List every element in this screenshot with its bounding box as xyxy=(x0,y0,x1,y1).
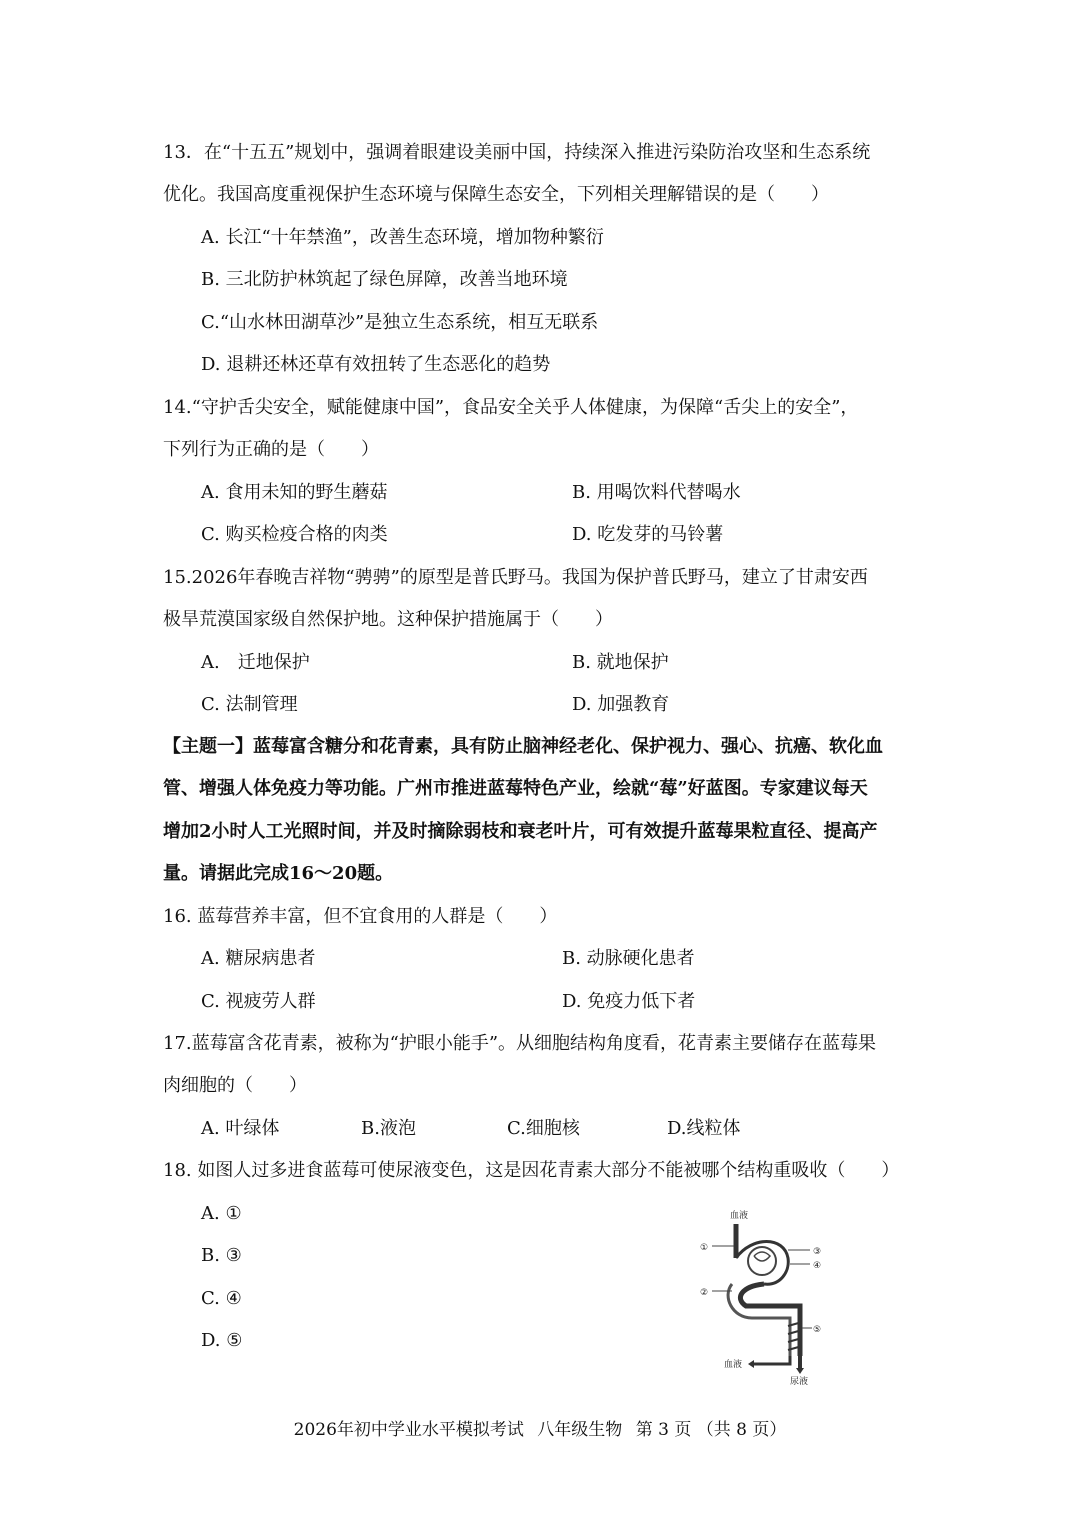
q17-stem-line1: 17.蓝莓富含花青素，被称为“护眼小能手”。从细胞结构角度看，花青素主要储存在蓝莓果 xyxy=(163,1033,877,1054)
diagram-label-urine: 尿液 xyxy=(790,1377,809,1387)
q14-stem-line2: 下列行为正确的是（ ） xyxy=(163,439,379,460)
q18-option-d: D. ⑤ xyxy=(201,1330,243,1351)
q14-option-a: A. 食用未知的野生蘑菇 xyxy=(201,482,388,503)
q13-stem-line2: 优化。我国高度重视保护生态环境与保障生态安全，下列相关理解错误的是（ ） xyxy=(163,184,829,205)
q17-option-c: C.细胞核 xyxy=(507,1118,580,1139)
diagram-label-blood-bottom: 血液 xyxy=(724,1360,743,1370)
diagram-label-3: ③ xyxy=(813,1247,822,1257)
q13-stem-line1: 13．在“十五五”规划中，强调着眼建设美丽中国，持续深入推进污染防治攻坚和生态系统 xyxy=(163,142,871,163)
q17-option-a: A. 叶绿体 xyxy=(201,1118,280,1139)
q14-option-b: B. 用喝饮料代替喝水 xyxy=(572,482,741,503)
nephron-diagram xyxy=(692,1206,832,1387)
diagram-label-4: ④ xyxy=(813,1261,822,1271)
urine-arrow-icon xyxy=(796,1368,804,1374)
footer-exam-title: 2026年初中学业水平模拟考试 xyxy=(293,1420,524,1440)
q16-option-d: D. 免疫力低下者 xyxy=(562,991,696,1012)
diagram-label-blood-top: 血液 xyxy=(730,1211,749,1221)
theme-line2: 管、增强人体免疫力等功能。广州市推进蓝莓特色产业，绘就“莓”好蓝图。专家建议每天 xyxy=(163,778,868,799)
q15-option-c: C. 法制管理 xyxy=(201,694,298,715)
footer-subject: 八年级生物 xyxy=(537,1420,623,1440)
q14-option-d: D. 吃发芽的马铃薯 xyxy=(572,524,724,545)
q18-stem: 18. 如图人过多进食蓝莓可使尿液变色，这是因花青素大部分不能被哪个结构重吸收（ ） xyxy=(163,1160,900,1181)
blood-outflow xyxy=(754,1356,790,1364)
diagram-label-2: ② xyxy=(700,1288,709,1298)
theme-line4: 量。请据此完成16～20题。 xyxy=(163,863,394,884)
q16-option-c: C. 视疲劳人群 xyxy=(201,991,316,1012)
q13-option-c: C.“山水林田湖草沙”是独立生态系统，相互无联系 xyxy=(201,312,599,333)
capillary xyxy=(728,1284,790,1356)
q15-stem-line2: 极旱荒漠国家级自然保护地。这种保护措施属于（ ） xyxy=(163,609,613,630)
footer-page-number: 第 3 页 （共 8 页） xyxy=(635,1420,787,1440)
q16-option-b: B. 动脉硬化患者 xyxy=(562,948,695,969)
q18-option-b: B. ③ xyxy=(201,1245,242,1266)
q13-option-d: D. 退耕还林还草有效扭转了生态恶化的趋势 xyxy=(201,354,551,375)
q18-option-a: A. ① xyxy=(201,1203,242,1224)
q18-option-c: C. ④ xyxy=(201,1288,242,1309)
q16-stem: 16. 蓝莓营养丰富，但不宜食用的人群是（ ） xyxy=(163,906,558,927)
q15-option-d: D. 加强教育 xyxy=(572,694,670,715)
q17-option-b: B.液泡 xyxy=(361,1118,416,1139)
q16-option-a: A. 糖尿病患者 xyxy=(201,948,316,969)
q17-option-d: D.线粒体 xyxy=(667,1118,741,1139)
q13-option-a: A. 长江“十年禁渔”，改善生态环境，增加物种繁衍 xyxy=(201,227,604,248)
q13-option-b: B. 三北防护林筑起了绿色屏障，改善当地环境 xyxy=(201,269,568,290)
page-footer xyxy=(0,1419,1080,1441)
q15-option-a: A. 迁地保护 xyxy=(201,652,310,673)
q14-option-c: C. 购买检疫合格的肉类 xyxy=(201,524,388,545)
diagram-label-1: ① xyxy=(700,1243,709,1253)
theme-line1: 【主题一】蓝莓富含糖分和花青素，具有防止脑神经老化、保护视力、强心、抗癌、软化血 xyxy=(163,736,883,757)
q17-stem-line2: 肉细胞的（ ） xyxy=(163,1075,307,1096)
blood-out-arrow-icon xyxy=(748,1360,754,1368)
theme-line3: 增加2小时人工光照时间，并及时摘除弱枝和衰老叶片，可有效提升蓝莓果粒直径、提高产 xyxy=(163,821,878,842)
q14-stem-line1: 14.“守护舌尖安全，赋能健康中国”，食品安全关乎人体健康，为保障“舌尖上的安全”， xyxy=(163,397,859,418)
q15-option-b: B. 就地保护 xyxy=(572,652,669,673)
q15-stem-line1: 15.2026年春晚吉祥物“骋骋”的原型是普氏野马。我国为保护普氏野马，建立了甘肃安西 xyxy=(163,567,868,588)
diagram-label-5: ⑤ xyxy=(813,1325,822,1335)
